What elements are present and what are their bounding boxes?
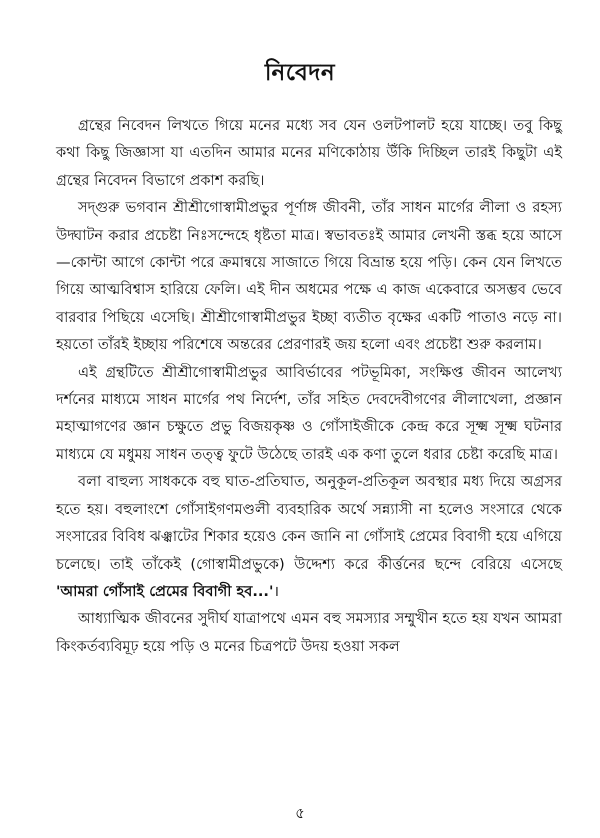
page-title: নিবেদন: [264, 60, 336, 86]
body-text: [56, 112, 562, 660]
paragraph-2: সদ্গুরু ভগবান শ্রীশ্রীগোস্বামীপ্রভুর পূর্ণাঙ্গ জীবনী, তাঁর সাধন মার্গের লীলা ও রহস্য উদ্ঘাটন করার প্রচেষ্টা নিঃসন্দেহে ধৃষ্টতা মাত্র। স্বভাবতঃই আমার লেখনী স্তব্ধ হয়ে আসে —কোন্টা আগে কোন্টা পরে ক্রমান্বয়ে সাজাতে গিয়ে বিভ্রান্ত হয়ে পড়ি। কেন যেন লিখতে গিয়ে আত্মবিশ্বাস হারিয়ে ফেলি। এই দীন অধমের পক্ষে এ কাজ একেবারে অসম্ভব ভেবে বারবার পিছিয়ে এসেছি। শ্রীশ্রীগোস্বামীপ্রভুর ইচ্ছা ব্যতীত বৃক্ষের একটি পাতাও নড়ে না। হয়তো তাঁরই ইচ্ছায় পরিশেষে অন্তরের প্রেরণারই জয় হলো এবং প্রচেষ্টা শুরু করলাম।: [56, 199, 562, 354]
page-number: ৫: [295, 804, 305, 822]
paragraph-4-text: বলা বাহুল্য সাধককে বহু ঘাত-প্রতিঘাত, অনুকূল-প্রতিকূল অবস্থার মধ্য দিয়ে অগ্রসর হতে হয়। বহুলাংশে গোঁসাইগণমণ্ডলী ব্যবহারিক অর্থে সন্ন্যাসী না হলেও সংসারে থেকে সংসারের বিবিধ ঝঞ্ঝাটের শিকার হয়েও কেন জানি না গোঁসাই প্রেমের বিবাগী হয়ে এগিয়ে চলেছে। তাই তাঁকেই (গোস্বামীপ্রভুকে) উদ্দেশ্য করে কীর্ত্তনের ছন্দে বেরিয়ে এসেছে: [56, 473, 562, 573]
paragraph-3: এই গ্রন্থটিতে শ্রীশ্রীগোস্বামীপ্রভুর আবির্ভাবের পটভূমিকা, সংক্ষিপ্ত জীবন আলেখ্য দর্শনের মাধ্যমে সাধন মার্গের পথ নির্দেশ, তাঁর সহিত দেবদেবীগণের লীলাখেলা, প্রজ্ঞান মহাত্মাগণের জ্ঞান চক্ষুতে প্রভু বিজয়কৃষ্ণ ও গোঁসাইজীকে কেন্দ্র করে সূক্ষ্ম সূক্ষ্ম ঘটনার মাধ্যমে যে মধুময় সাধন তত্ত্ব ফুটে উঠেছে তারই এক কণা তুলে ধরার চেষ্টা করেছি মাত্র।: [56, 363, 562, 463]
paragraph-1: গ্রন্থের নিবেদন লিখতে গিয়ে মনের মধ্যে সব যেন ওলটপালট হয়ে যাচ্ছে। তবু কিছু কথা কিছু জিজ্ঞাসা যা এতদিন আমার মনের মণিকোঠায় উঁকি দিচ্ছিল তারই কিছুটা এই গ্রন্থের নিবেদন বিভাগে প্রকাশ করছি।: [56, 117, 562, 189]
paragraph-4-end: ।: [273, 582, 279, 600]
paragraph-5: আধ্যাত্মিক জীবনের সুদীর্ঘ যাত্রাপথে এমন বহু সমস্যার সম্মুখীন হতে হয় যখন আমরা কিংকর্তব্যবিমূঢ় হয়ে পড়ি ও মনের চিত্রপটে উদয় হওয়া সকল: [56, 610, 562, 655]
paragraph-4: [56, 468, 562, 605]
song-quote: 'আমরা গোঁসাই প্রেমের বিবাগী হব...': [56, 582, 274, 600]
